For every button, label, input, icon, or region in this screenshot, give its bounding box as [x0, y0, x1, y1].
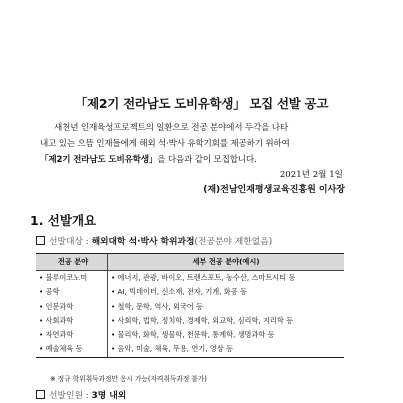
major-cell: • 예술체육 등: [36, 342, 108, 357]
detail-cell: • 음악, 미술, 체육, 무용, 연기, 영상 등: [108, 342, 345, 357]
intro-line-3: [40, 152, 380, 168]
table-row: [36, 328, 344, 342]
table-row: [36, 314, 344, 328]
issuing-organization: (재)전남인재평생교육진흥원 이사장: [203, 185, 345, 195]
table-row: [36, 271, 344, 286]
detail-cell: • AI, 빅데이터, 신소재, 전자, 기계, 화공 등: [111, 287, 247, 297]
announcement-date: 2021년 2월 1일: [279, 170, 343, 180]
major-cell: • 공학: [36, 285, 108, 299]
major-cell: • 블루이코노미: [36, 271, 108, 286]
count-line: [36, 388, 126, 401]
program-name: 「제2기 전라남도 도비유학생」: [40, 155, 158, 165]
table-row: [36, 285, 344, 299]
detail-cell: • 철학, 문학, 역사, 외국어 등: [111, 301, 203, 311]
target-label: 선발대상 :: [49, 237, 89, 247]
detail-cell: • 사회학, 법학, 정치학, 경제학, 외교학, 심리학, 지리학 등: [111, 315, 294, 325]
target-note: (전공분야 제한없음): [194, 237, 273, 247]
count-label: 선발인원 :: [49, 391, 89, 401]
intro-line-1: 새천년 인재육성프로젝트의 일환으로 전공 분야에서 두각을 나타: [54, 123, 288, 133]
table-footnote: ※ 정규 학위취득과정만 응시 가능(자격취득과정 불가): [50, 375, 207, 383]
major-table: [36, 253, 344, 358]
section-heading: 1. 선발개요: [30, 213, 97, 228]
header-major: 전공 분야: [36, 254, 108, 271]
table-row: [36, 300, 344, 314]
table-header-row: [36, 254, 344, 271]
detail-cell: • 에너지, 관광, 바이오, 트랜스포트, 농수산, 스마트시티 등: [111, 273, 296, 282]
major-cell: • 사회과학: [36, 314, 108, 328]
checkbox-icon: [36, 236, 45, 245]
count-value: 3명 내외: [91, 391, 127, 401]
target-value: 해외대학 석·박사 학위과정: [91, 237, 195, 247]
intro-line-2: 내고 있는 으뜸 인재들에게 해외 석·박사 유학기회를 제공하기 위하여: [40, 139, 290, 149]
major-cell: • 자연과학: [36, 328, 108, 342]
intro-paragraph: [40, 120, 380, 168]
checkbox-icon: [36, 390, 45, 399]
detail-cell: • 물리학, 화학, 생물학, 천문학, 통계학, 생명과학 등: [111, 330, 275, 340]
header-detail: 세부 전공 분야(예시): [108, 254, 345, 271]
page-title: 「제2기 전라남도 도비유학생」 모집 선발 공고: [74, 96, 329, 111]
table-row: [36, 342, 344, 357]
intro-line-3-rest: 을 다음과 같이 모집합니다.: [157, 155, 257, 165]
major-cell: • 인문과학: [36, 300, 108, 314]
target-line: [36, 234, 272, 247]
